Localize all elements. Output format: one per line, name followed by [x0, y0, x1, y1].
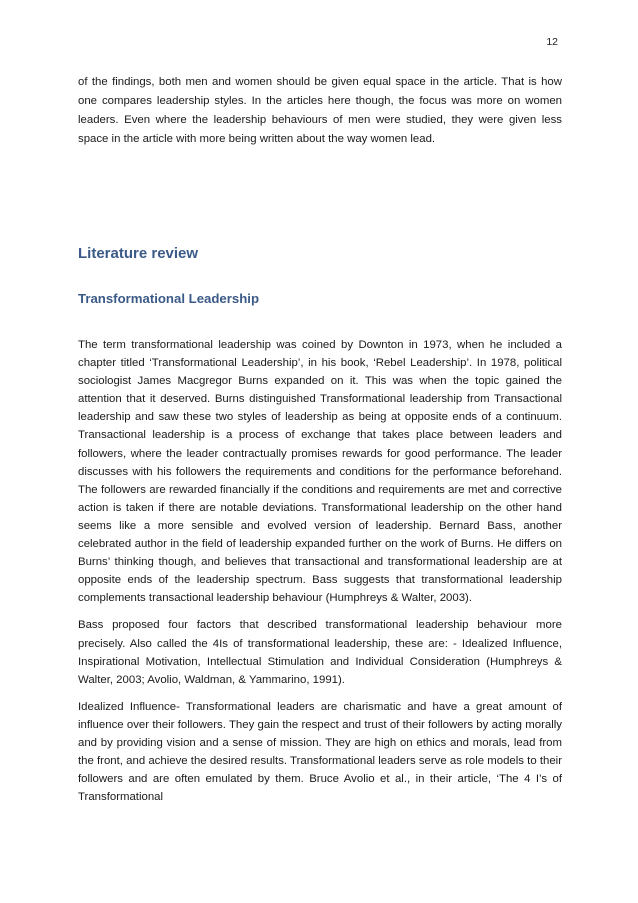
subsection-heading: Transformational Leadership [78, 291, 260, 306]
body-paragraph: The term transformational leadership was coined by Downton in 1973, when he included a chapter titled ‘Transformational Leadership’, in his book, ‘Rebel Leadership’. In 1978, political sociologist James Macgregor Burns expanded on it. This was when the topic gained the attention that it deserved. Burns distinguished Transformational leadership from Transactional leadership and saw these two styles of leadership as being at opposite ends of a continuum. Transactional leadership is a process of exchange that takes place between leaders and followers, where the leader contractually promises rewards for good performance. The leader discusses with his followers the requirements and conditions for the performance beforehand. The followers are rewarded financially if the conditions and requirements are met and corrective action is taken if there are notable deviations. Transformational leadership on the other hand seems like a more sensible and evolved version of leadership. Bernard Bass, another celebrated author in the field of leadership expanded further on the work of Burns. He differs on Burns’ thinking though, and believes that transactional and transformational leadership are at opposite ends of the leadership spectrum. Bass suggests that transformational leadership complements transactional leadership behaviour (Humphreys & Walter, 2003). [78, 339, 562, 605]
page-number: 12 [546, 36, 558, 48]
section-heading: Literature review [78, 245, 199, 262]
document-body [78, 73, 562, 804]
body-paragraph: Bass proposed four factors that described transformational leadership behaviour more precisely. Also called the 4Is of transformational leadership, these are: - Idealized Influence, Inspirational Motivation, Intellectual Stimulation and Individual Consideration (Humphreys & Walter, 2003; Avolio, Waldman, & Yammarino, 1991). [78, 619, 562, 686]
body-paragraphs [78, 336, 562, 815]
body-paragraph: Idealized Influence- Transformational leaders are charismatic and have a great amount of influence over their followers. They gain the respect and trust of their followers by acting morally and by providing vision and a sense of mission. They are high on ethics and morals, lead from the front, and achieve the desired results. Transformational leaders serve as role models to their followers and are often emulated by them. Bruce Avolio et al., in their article, ‘The 4 I’s of Transformational [78, 700, 562, 804]
intro-paragraph: of the findings, both men and women should be given equal space in the article. That is how one compares leadership styles. In the articles here though, the focus was more on women leaders. Even where the leadership behaviours of men were studied, they were given less space in the article with more being written about the way women lead. [78, 76, 562, 145]
